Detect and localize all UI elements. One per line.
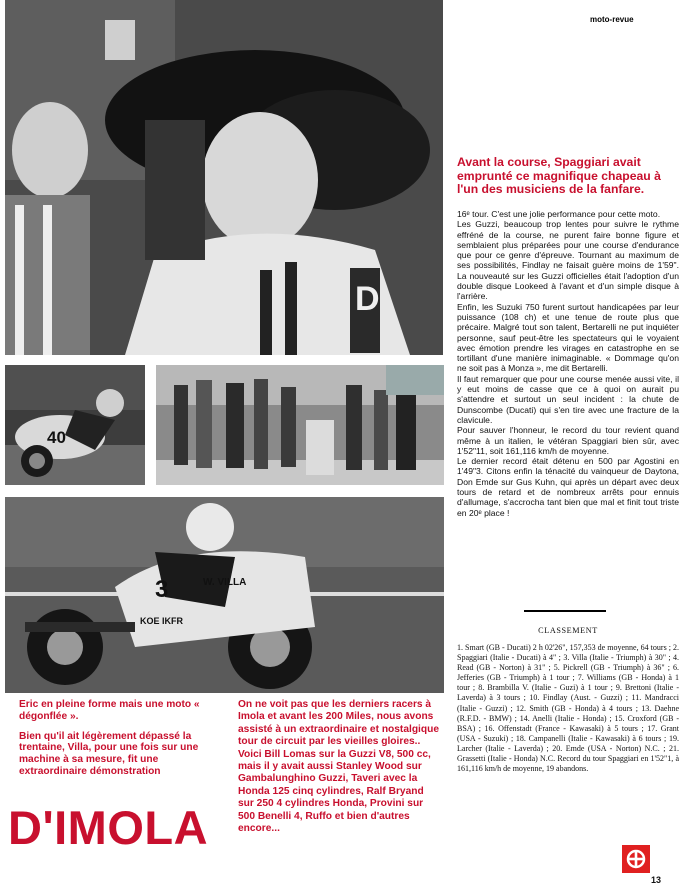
svg-text:D: D (355, 280, 380, 318)
caption-line: Bien qu'il ait légèrement dépassé la trentaine, Villa, pour une fois sur une machine à sa mesure, fit une extraordinaire démonstration (19, 730, 199, 777)
classement-results (457, 643, 679, 774)
caption-line: Eric en pleine forme mais une moto « dégonflée ». (19, 699, 200, 722)
lap-record: Record du tour Spaggiari en 1'52"1, à 161,116 km/h de moyenne, 19 abandons. (457, 754, 679, 774)
photo-spaggiari-hat (5, 0, 443, 355)
section-header: moto-revue (590, 15, 634, 24)
rider-number-3: 3 (155, 576, 169, 603)
photo-caption-legends: On ne voit pas que les derniers racers à Imola et avant les 200 Miles, nous avons assisté à un extraordinaire et nostalgique tour de circuit par les vieilles gloires.. Voici Bill Lomas sur la Guzzi V8, 500 cc, mais il y avait aussi Stanley Wood sur Gambalunghino Guzzi, Taveri avec la Honda 125 cinq cylindres, Ralf Bryand sur 250 4 cylindres Honda, Provini sur 500 Benelli 4, Ruffo et bien d'autres encore... (238, 699, 439, 835)
section-divider (524, 610, 606, 612)
plate-text: KOE IKFR (140, 616, 184, 626)
fairing-name: W. VILLA (203, 577, 247, 588)
rider-number-40: 40 (47, 428, 66, 447)
article-paragraph: Enfin, les Suzuki 750 furent surtout handicapées par leur puissance (108 ch) et une tenue de route plus que précaire. Malgré tout son talent, Bertarelli ne put inquiéter personne, sauf peut-être les spectateurs qui le voyaient avec émotion prendre les virages en catastrophe en se tortillant d'une manière inimaginable. « Dommage qu'on ne soit pas à Monza », me dit Bertarelli. (457, 301, 679, 374)
article-paragraph: 16ᵉ tour. C'est une jolie performance pour cette moto. (457, 209, 661, 219)
moto-revue-logo-icon (622, 845, 650, 873)
article-paragraph: Il faut remarquer que pour une course menée aussi vite, il y eut moins de casse que ce à quoi on aurait pu s'attendre et surtout un seul incident : la chute de Dunscombe (Ducati) qui s'en tire avec une fracture de la clavicule. (457, 373, 679, 425)
photo-pit-lane (156, 365, 444, 485)
page-number: 13 (651, 875, 662, 885)
article-paragraph: Pour sauver l'honneur, le record du tour revient quand même à un italien, le vétéran Spaggiari bien sûr, avec 1'52"11, soit 161,116 km/h de moyenne. (457, 425, 679, 456)
photo-rider-40 (5, 365, 145, 485)
article-paragraph: Le dernier record était détenu en 500 par Agostini en 1'49"3. Citons enfin la ténacité du vainqueur de Daytona, Don Emde sur Gus Kuhn, qui après un départ avec deux tours de retard et de nombreux arrêts pour ennuis d'allumage, s'accrocha tant bien que mal et finit tout triste en 20ᵉ place ! (457, 456, 679, 518)
results-list: 1. Smart (GB - Ducati) 2 h 02'26", 157,353 de moyenne, 64 tours ; 2. Spaggiari (Italie - Ducati) à 4" ; 3. Villa (Italie - Triumph) à 30" ; 4. Read (GB - Norton) à 31" ; 5. Pickrell (GB - Triumph) à 36" ; 6. Jefferies (GB - Triumph) à 1 tour ; 7. Williams (GB - Honda) à 1 tour ; 8. Brambilla V. (Italie - Guzi) à 1 tour ; 9. Brettoni (Italie - Laverda) à 3 tours ; 10. Findlay (Aust. - Guzzi) ; 11. Mandracci (Italie - Guzzi) ; 12. Smith (GB - Honda) à 4 tours ; 13. Daehne (R.F.D. - BMW) ; 14. Anelli (Italie - Honda) ; 15. Croxford (GB - BSA) ; 16. Offenstadt (France - Kawasaki) à 5 tours ; 17. Grant (USA - Suzuki) ; 18. Campanelli (Italie - Kawasaki) à 6 tours ; 19. Larcher (Italie - Laverda) ; 20. Emde (USA - Norton) N.C. ; 21. Grassetti (Italie - Honda) N.C. (457, 643, 679, 764)
article-paragraph: Les Guzzi, beaucoup trop lentes pour suivre le rythme effréné de la course, ne purent faire bonne figure et semblaient plus préparées pour une course d'endurance que pour ce genre d'épreuve. Tournant au maximum de ses possibilités, Findlay ne faisait guère moins de 1'59". La nouveauté sur les Guzzi officielles était l'adoption d'un double disque Lookeed à l'avant et d'un simple disque à l'arrière. (457, 219, 679, 302)
classement-title: CLASSEMENT (538, 626, 598, 635)
photo-rider-villa (5, 497, 444, 693)
article-title: D'IMOLA (8, 801, 209, 854)
article-body (457, 209, 679, 518)
photo-caption-hat: Avant la course, Spaggiari avait emprunté ce magnifique chapeau à l'un des musiciens de la fanfare. (457, 155, 661, 196)
photo-caption-villa (19, 699, 229, 778)
